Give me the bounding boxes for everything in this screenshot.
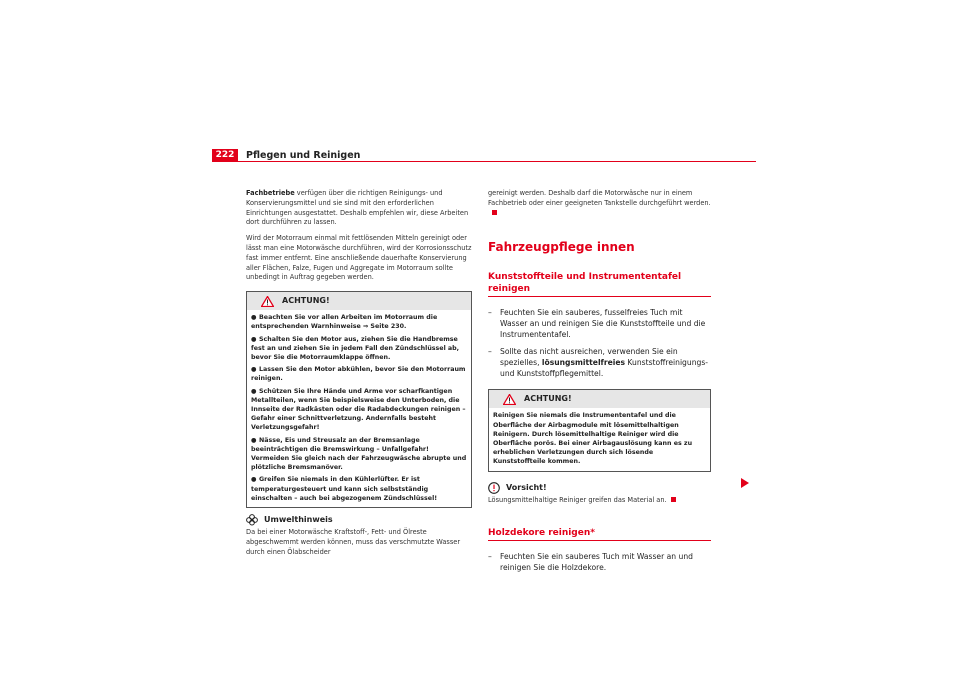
bullet-icon: ● (251, 476, 257, 484)
section-title: Pflegen und Reinigen (246, 150, 361, 161)
caution-text: Lösungsmittelhaltige Reiniger greifen das Material an. (488, 496, 711, 506)
warning-box-interior (488, 389, 711, 471)
warning-body: Reinigen Sie niemals die Instrumententafel und die Oberfläche der Airbagmodule mit lösemittelhaltigen Reinigern. Durch lösemittelhaltige Reiniger wird die Oberfläche porös. Bei einer Airbagauslösung kann es zu erheblichen Verletzungen durch sich lösende Kunststoffteile kommen. (493, 412, 693, 466)
step-item: – Sollte das nicht ausreichen, verwenden Sie ein spezielles, lösungsmittelfreies Kunststoffreinigungs- und Kunststoffpflegemittel. (488, 347, 709, 379)
section-heading-wood: Holzdekore reinigen* (488, 527, 711, 541)
environment-note-text: Da bei einer Motorwäsche Kraftstoff-, Fett- und Ölreste abgeschwemmt werden können, muss das verschmutzte Wasser durch einen Ölabscheider (246, 528, 461, 556)
right-column (488, 189, 711, 579)
solvent-free-keyword: lösungsmittelfreies (541, 358, 626, 368)
environment-note-title: Umwelthinweis (264, 515, 333, 525)
step-item: – Feuchten Sie ein sauberes, fusselfreies Tuch mit Wasser an und reinigen Sie die Kunststoffteile und die Instrumententafel. (488, 308, 706, 340)
header-rule (212, 161, 756, 162)
warning-header (247, 292, 471, 310)
continue-arrow-icon (741, 478, 749, 488)
warning-item: ● Lassen Sie den Motor abkühlen, bevor Sie den Motorraum reinigen. (251, 366, 466, 383)
warning-item: ● Beachten Sie vor allen Arbeiten im Motorraum die entsprechenden Warnhinweise ⇒ Seite 230. (251, 314, 438, 331)
caution-title: Vorsicht! (506, 482, 547, 492)
engine-wash-paragraph: Wird der Motorraum einmal mit fettlösenden Mitteln gereinigt oder lässt man eine Motorwäsche durchführen, wird der Korrosionsschutz fast immer entfernt. Eine anschließende dauerhafte Konservierung aller Flächen, Falze, Fugen und Aggregate im Motorraum sollte unbedingt in Auftrag gegeben werden. (246, 234, 472, 282)
end-mark-icon (492, 210, 497, 215)
caution-icon (488, 482, 500, 494)
warning-item: ● Nässe, Eis und Streusalz an der Bremsanlage beeinträchtigen die Bremswirkung – Unfallgefahr! Vermeiden Sie gleich nach der Fahrzeugwäsche abrupte und plötzliche Bremsmanöver. (251, 436, 467, 472)
warning-body (247, 310, 471, 507)
warning-item: ● Schalten Sie den Motor aus, ziehen Sie die Handbremse fest an und ziehen Sie in jedem Fall den Zündschlüssel ab, bevor Sie die Motorraumklappe öffnen. (251, 335, 460, 361)
page-number: 222 (212, 149, 238, 162)
warning-box (246, 291, 472, 508)
bullet-icon: ● (251, 314, 257, 322)
warning-title: ACHTUNG! (282, 296, 330, 306)
step-item: – Feuchten Sie ein sauberes Tuch mit Wasser an und reinigen Sie die Holzdekore. (488, 552, 693, 573)
flower-icon (246, 514, 258, 526)
warning-triangle-icon (503, 394, 516, 405)
environment-note-header (246, 514, 472, 526)
warning-item: ● Greifen Sie niemals in den Kühlerlüfter. Er ist temperaturgesteuert und kann sich selbstständig einschalten – auch bei abgezogenem Zündschlüssel! (251, 476, 438, 502)
end-mark-icon (671, 497, 676, 502)
caution-header (488, 482, 711, 494)
section-heading-plastics: Kunststoffteile und Instrumententafel reinigen (488, 271, 711, 297)
bullet-icon: ● (251, 387, 257, 395)
chapter-heading: Fahrzeugpflege innen (488, 240, 635, 255)
bullet-icon: ● (251, 366, 257, 374)
warning-triangle-icon (261, 296, 274, 307)
left-column (246, 189, 472, 563)
intro-paragraph (246, 189, 472, 228)
continued-paragraph: gereinigt werden. Deshalb darf die Motorwäsche nur in einem Fachbetrieb oder einer geeigneten Tankstelle durchgeführt werden. (488, 189, 711, 218)
warning-item: ● Schützen Sie Ihre Hände und Arme vor scharfkantigen Metallteilen, wenn Sie beispielsweise den Unterboden, die Innseite der Radkästen oder die Radabdeckungen reinigen – Gefahr einer Schnittverletzung. Andernfalls besteht Verletzungsgefahr! (251, 387, 466, 432)
intro-text: verfügen über die richtigen Reinigungs- und Konservierungsmittel und sie sind mit den erforderlichen Einrichtungen ausgestattet. Deshalb empfehlen wir, diese Arbeiten dort durchführen zu lassen. (246, 189, 469, 227)
warning-header (489, 390, 710, 408)
bullet-icon: ● (251, 436, 257, 444)
warning-title: ACHTUNG! (524, 394, 572, 404)
bullet-icon: ● (251, 335, 257, 343)
intro-keyword: Fachbetriebe (246, 189, 295, 197)
